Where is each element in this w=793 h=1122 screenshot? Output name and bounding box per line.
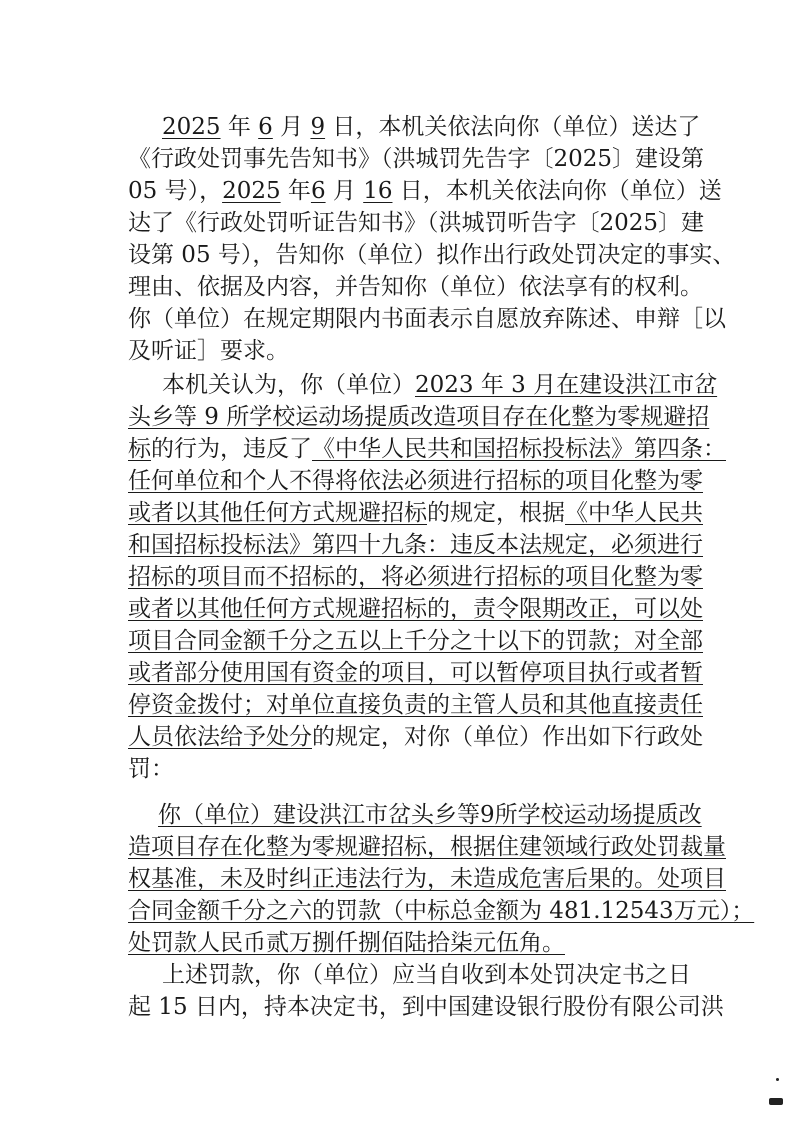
p2-line-10: 或者部分使用国有资金的项目，可以暂停项目执行或者暂 xyxy=(128,660,703,686)
p2-line-5: 或者以其他任何方式规避招标的规定，根据《中华人民共 xyxy=(128,500,703,526)
p3-line-2: 造项目存在化整为零规避招标，根据住建领域行政处罚裁量 xyxy=(128,834,726,860)
p1-line-6: 理由、依据及内容，并告知你（单位）依法享有的权利。 xyxy=(128,274,703,300)
p4-line-2: 起 15 日内，持本决定书，到中国建设银行股份有限公司洪 xyxy=(128,994,724,1020)
p2-line-3: 标的行为，违反了《中华人民共和国招标投标法》第四条： xyxy=(128,436,726,462)
p2-line-13: 罚： xyxy=(128,756,174,782)
p1-line-5: 设第 05 号），告知你（单位）拟作出行政处罚决定的事实、 xyxy=(128,242,736,268)
p2-line-9: 项目合同金额千分之五以上千分之十以下的罚款；对全部 xyxy=(128,628,703,654)
p2-line-11: 停资金拨付；对单位直接负责的主管人员和其他直接责任 xyxy=(128,692,703,718)
p2-line-4: 任何单位和个人不得将依法必须进行招标的项目化整为零 xyxy=(128,468,703,494)
p1-line-4: 达了《行政处罚听证告知书》（洪城罚听告字〔2025〕建 xyxy=(128,210,705,236)
p3-line-5: 处罚款人民币贰万捌仟捌佰陆拾柒元伍角。 xyxy=(128,930,565,956)
p2-line-6: 和国招标投标法》第四十九条：违反本法规定，必须进行 xyxy=(128,532,703,558)
p1-line-2: 《行政处罚事先告知书》（洪城罚先告字〔2025〕建设第 xyxy=(128,146,705,172)
p1-line-1: 2025 年 6 月 9 日，本机关依法向你（单位）送达了 xyxy=(162,114,701,140)
p2-line-1: 本机关认为，你（单位）2023 年 3 月在建设洪江市岔 xyxy=(162,372,718,398)
scan-mark xyxy=(769,1098,783,1105)
p1-line-7: 你（单位）在规定期限内书面表示自愿放弃陈述、申辩［以 xyxy=(128,306,726,332)
p2-line-2: 头乡等 9 所学校运动场提质改造项目存在化整为零规避招 xyxy=(128,404,710,430)
date-month: 6 xyxy=(258,114,273,140)
p2-line-7: 招标的项目而不招标的，将必须进行招标的项目化整为零 xyxy=(128,564,703,590)
date-day: 9 xyxy=(310,114,326,140)
scan-dot xyxy=(776,1078,779,1081)
date-year: 2025 xyxy=(162,114,221,140)
p2-line-8: 或者以其他任何方式规避招标的，责令限期改正，可以处 xyxy=(128,596,703,622)
p3-line-3: 权基准，未及时纠正违法行为，未造成危害后果的。处项目 xyxy=(128,866,726,892)
p4-line-1: 上述罚款，你（单位）应当自收到本处罚决定书之日 xyxy=(162,962,691,988)
p1-line-3: 05 号），2025 年6 月 16 日，本机关依法向你（单位）送 xyxy=(128,178,722,204)
p3-line-1: 你（单位）建设洪江市岔头乡等9所学校运动场提质改 xyxy=(158,802,702,828)
p1-line-8: 及听证］要求。 xyxy=(128,338,289,364)
p2-line-12: 人员依法给予处分的规定，对你（单位）作出如下行政处 xyxy=(128,724,703,750)
p3-line-4: 合同金额千分之六的罚款（中标总金额为 481.12543万元）； xyxy=(128,898,755,924)
